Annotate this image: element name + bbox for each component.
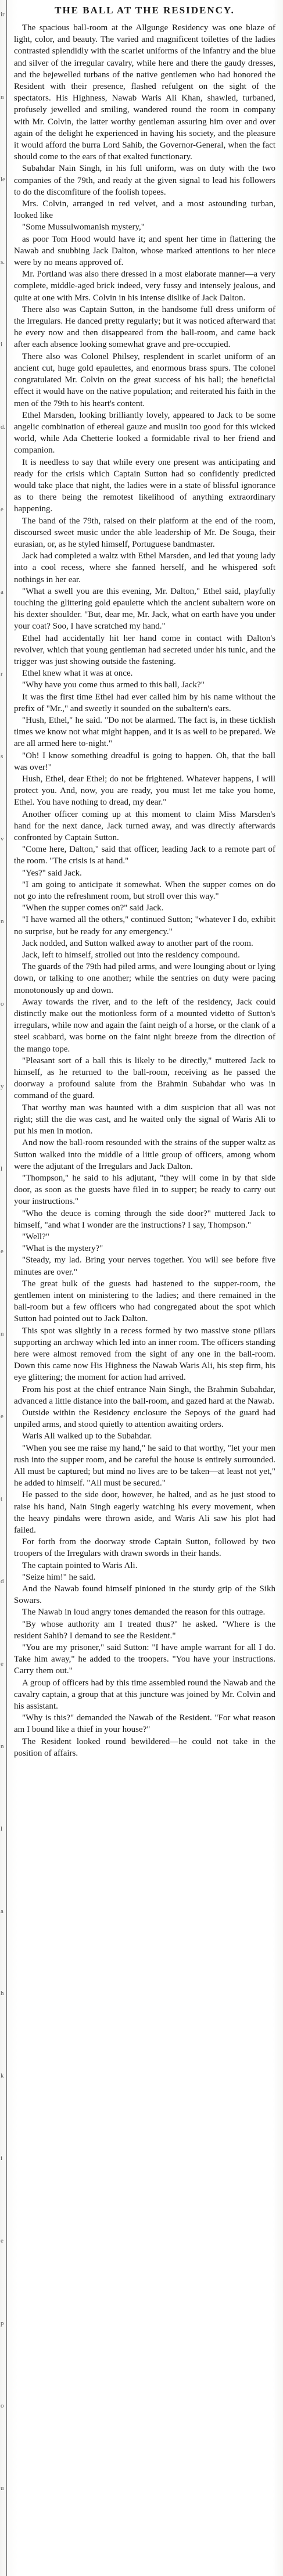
article-headline: THE BALL AT THE RESIDENCY. [55, 5, 235, 16]
article-paragraph: "What is the mystery?" [22, 1244, 103, 1254]
article-paragraph: "Why have you come thus armed to this ball, Jack?" [22, 680, 205, 690]
margin-scrap: o [1, 2402, 4, 2410]
article-paragraph: For forth from the doorway strode Captain Sutton, followed by two troopers of the Irregulars with drawn swords in their hands. [14, 1537, 275, 1559]
article-paragraph: "Hush, Ethel," he said. "Do not be alarmed. The fact is, in these ticklish times we know not what might happen, and it is as well to be prepared. We are all armed here to-night." [14, 715, 275, 749]
article-paragraph: "Seize him!" he said. [22, 1572, 96, 1582]
margin-scrap: t [1, 1495, 3, 1502]
article-paragraph: "By whose authority am I treated thus?" he asked. "Where is the resident Sahib? I demand to see the Resident." [14, 1619, 275, 1641]
article-body [14, 22, 275, 1759]
margin-scrap: d [1, 1577, 4, 1585]
article-paragraph: Hush, Ethel, dear Ethel; do not be frightened. Whatever happens, I will protect you. And, now, you are ready, you must let me take you home, Ethel. You have nothing to dread, my dear." [14, 774, 275, 808]
article-paragraph: "Steady, my lad. Bring your nerves together. You will see before five minutes are over." [14, 1255, 275, 1277]
margin-scrap: d. [1, 423, 6, 430]
adjacent-column-fragment [0, 0, 6, 2576]
article-paragraph: "Yes?" said Jack. [22, 868, 82, 878]
margin-scrap: s. [1, 258, 5, 266]
article-paragraph: From his post at the chief entrance Nain Singh, the Brahmin Subahdar, advanced a little distance into the ball-room, and gazed hard at the Nawab. [14, 1384, 275, 1406]
article-paragraph: as poor Tom Hood would have it; and spent her time in flattering the Nawab and snubbing Jack Dalton, whose marked attentions to her niece were by no means approved of. [14, 234, 275, 268]
margin-scrap: a [1, 588, 3, 595]
margin-scrap: n [1, 93, 4, 101]
article-paragraph: It is needless to say that while every one present was anticipating and ready for the crisis which Captain Sutton had so confidently predicted would take place that night, the ladies were in a state of blissful ignorance as to there being the remotest likelihood of anything extraordinary happening. [14, 457, 275, 514]
article-paragraph: The captain pointed to Waris Ali. [22, 1560, 138, 1570]
article-paragraph: "I am going to anticipate it somewhat. When the supper comes on do not go into the refreshment room, but stroll over this way." [14, 880, 275, 902]
margin-scrap: a [1, 1907, 3, 1915]
article-paragraph: The guards of the 79th had piled arms, and were lounging about or lying down, or talking to one another; while the sentries on duty were pacing monotonously up and down. [14, 962, 275, 995]
article-paragraph: The spacious ball-room at the Allgunge Residency was one blaze of light, color, and beauty. The varied and magnificent toilettes of the ladies contrasted splendidly with the scarlet uniforms of the infantry and the blue and silver of the irregular cavalry, while here and there the gaudy dresses, and the bejewelled turbans of the native gentlemen who had honored the Resident with their presence, flashed refulgent on the sight of the spectators. His Highness, Nawab Waris Ali Khan, shawled, turbaned, profusely jewelled and smiling, wandered round the room in company with Mr. Colvin, the latter worthy gentleman assuring him over and over again of the delight he experienced in having his society, and the pleasure it would afford the burra Lord Sahib, the Governor-General, when the fact should come to the ears of that exalted functionary. [14, 23, 275, 162]
article-paragraph: "What a swell you are this evening, Mr. Dalton," Ethel said, playfully touching the glittering gold epaulette which the ancient subaltern wore on his dexter shoulder. "But, dear me, Mr. Jack, what on earth have you under your coat? Soo, I have scratched my hand." [14, 586, 275, 632]
article-paragraph: Waris Ali walked up to the Subahdar. [22, 1431, 152, 1441]
margin-scrap: r [1, 670, 3, 678]
article-paragraph: Away towards the river, and to the left of the residency, Jack could distinctly make out the motionless form of a mounted videtto of Sutton's irregulars, while now and again the faint neigh of a horse, or the clank of a steel scabbard, was borne on the faint night breeze from the direction of the mango tope. [14, 997, 275, 1054]
margin-scrap: i [1, 340, 3, 348]
article-paragraph: Ethel Marsden, looking brilliantly lovely, appeared to Jack to be some angelic combination of ethereal gauze and muslin too good for this wicked world, while Ada Chetterie looked a formidable rival to her friend and companion. [14, 410, 275, 455]
margin-scrap: e [1, 1248, 3, 1255]
margin-scrap: p [1, 2320, 4, 2327]
margin-scrap: u [1, 2485, 4, 2492]
margin-scrap: v [1, 835, 4, 843]
article-paragraph: And the Nawab found himself pinioned in the sturdy grip of the Sikh Sowars. [14, 1584, 275, 1606]
article-paragraph: This spot was slightly in a recess formed by two massive stone pillars supporting an archway which led into an inner room. The officers standing here were almost removed from the sight of any one in the ball-room. Down this came now His Highness the Nawab Waris Ali, his step firm, his eye glittering; the moment for action had arrived. [14, 1326, 275, 1383]
margin-scrap: e [1, 1412, 3, 1420]
article-paragraph: The Nawab in loud angry tones demanded the reason for this outrage. [22, 1608, 266, 1617]
article-paragraph: Jack nodded, and Sutton walked away to another part of the room. [22, 938, 253, 948]
article-paragraph: There also was Colonel Philsey, resplendent in scarlet uniform of an ancient cut, huge gold epaulettes, and enormous brass spurs. The colonel congratulated Mr. Colvin on the great success of his ball; the beneficial effect it would have on the native population; and reiterated his faith in the men of the 79th to his heart's content. [14, 351, 275, 408]
article-paragraph: "You are my prisoner," said Sutton: "I have ample warrant for all I do. Take him away," he added to the troopers. "You have your instructions. Carry them out." [14, 1643, 275, 1676]
article-paragraph: "Who the deuce is coming through the side door?" muttered Jack to himself, "and what I wonder are the instructions? I say, Thompson." [14, 1208, 275, 1230]
article-paragraph: "Oh! I know something dreadful is going to happen. Oh, that the ball was over!" [14, 751, 275, 772]
margin-scrap: n [1, 918, 4, 925]
article-paragraph: "When the supper comes on?" said Jack. [22, 903, 164, 913]
margin-scrap: s [1, 753, 3, 760]
margin-scrap: l [1, 1825, 3, 1832]
article-paragraph: "Some Mussulwomanish mystery," [22, 223, 145, 232]
margin-scrap: o [1, 1000, 4, 1008]
article-paragraph: The Resident looked round bewildered—he could not take in the position of affairs. [14, 1737, 275, 1758]
margin-scrap: i [1, 2155, 3, 2162]
article-paragraph: There also was Captain Sutton, in the handsome full dress uniform of the Irregulars. He danced pretty regularly; but it was noticed afterward that he every now and then disappeared from the ball-room, and came back after each absence looking somewhat grave and pre-occupied. [14, 304, 275, 350]
article-paragraph: Jack, left to himself, strolled out into the residency compound. [22, 950, 240, 960]
margin-scrap: y [1, 1083, 4, 1090]
article-paragraph: A group of officers had by this time assembled round the Nawab and the cavalry captain, a group that at this juncture was joined by Mr. Colvin and his assistant. [14, 1678, 275, 1712]
margin-scrap: e [1, 1660, 3, 1667]
article-paragraph: Jack had completed a waltz with Ethel Marsden, and led that young lady into a cool recess, where she fanned herself, and he whispered soft nothings in her ear. [14, 551, 275, 584]
column-divider [6, 0, 7, 2576]
article-paragraph: That worthy man was haunted with a dim suspicion that all was not right; still the die was cast, and he waited only the signal of Waris Ali to put his men in motion. [14, 1103, 275, 1136]
article-paragraph: "Why is this?" demanded the Nawab of the Resident. "For what reason am I bound like a thief in your house?" [14, 1713, 275, 1735]
article-paragraph: Outside within the Residency enclosure the Sepoys of the guard had unpiled arms, and stood quietly to attention awaiting orders. [14, 1408, 275, 1430]
margin-scrap: n [1, 1330, 4, 1337]
article-paragraph: "Pleasant sort of a ball this is likely to be directly," muttered Jack to himself, as he returned to the ball-room, receiving as he passed the doorway a profound salute from the Brahmin Subahdar who was in command of the guard. [14, 1056, 275, 1101]
article-paragraph: "Come here, Dalton," said that officer, leading Jack to a remote part of the room. "The crisis is at hand." [14, 845, 275, 866]
margin-scrap: n [1, 1742, 4, 1750]
article-paragraph: The band of the 79th, raised on their platform at the end of the room, discoursed sweet music under the able leadership of Mr. De Souga, their eurasian, or, as he styled himself, Portuguese bandmaster. [14, 516, 275, 549]
article-paragraph: He passed to the side door, however, he halted, and as he just stood to raise his hand, Nain Singh eagerly watching his every movement, when the heavy pindahs were thrown aside, and Waris Ali saw his plot had failed. [14, 1490, 275, 1535]
article-paragraph: Ethel had accidentally hit her hand come in contact with Dalton's revolver, which that young gentleman had secreted under his tunic, and the trigger was just showing outside the fastening. [14, 633, 275, 666]
article-paragraph: It was the first time Ethel had ever called him by his name without the prefix of "Mr.," and sweetly it sounded on the subaltern's ears. [14, 692, 275, 713]
margin-scrap: e [1, 2237, 3, 2245]
article-paragraph: Subahdar Nain Singh, in his full uniform, was on duty with the two companies of the 79th, and ready at the given signal to lead his followers to do the discomfiture of the foolish topees. [14, 164, 275, 197]
article-column [14, 3, 275, 2574]
article-paragraph: "Well?" [22, 1232, 49, 1242]
article-paragraph: Another officer coming up at this moment to claim Miss Marsden's hand for the next dance, Jack turned away, and was directly afterwards confronted by Captain Sutton. [14, 809, 275, 843]
margin-scrap: le [1, 175, 5, 183]
article-paragraph: Mrs. Colvin, arranged in red velvet, and a most astounding turban, looked like [14, 199, 275, 221]
margin-scrap: h [1, 1990, 4, 1997]
margin-scrap: e [1, 505, 3, 513]
article-paragraph: Mr. Portland was also there dressed in a most elaborate manner—a very complete, middle-aged brick indeed, very fussy and intensely jealous, and quite at one with Mrs. Colvin in his intense dislike of Jack Dalton. [14, 270, 275, 303]
article-paragraph: "When you see me raise my hand," he said to that worthy, "let your men rush into the supper room, and be careful the house is entirely surrounded. All must be captured; but mind no lives are to be taken—at least not yet," he added to himself. "All must be secured." [14, 1443, 275, 1488]
article-paragraph: Ethel knew what it was at once. [22, 669, 133, 679]
article-paragraph: The great bulk of the guests had hastened to the supper-room, the gentlemen intent on ministering to the ladies; and there remained in the ball-room but a few officers who had congregated about the spot which Sutton had pointed out to Jack Dalton. [14, 1279, 275, 1324]
article-paragraph: "Thompson," he said to his adjutant, "they will come in by that side door, as soon as the guests have filed in to supper; be ready to carry out your instructions." [14, 1173, 275, 1207]
article-paragraph: And now the ball-room resounded with the strains of the supper waltz as Sutton walked into the middle of a little group of officers, among whom were the adjutant of the Irregulars and Jack Dalton. [14, 1138, 275, 1171]
article-paragraph: "I have warned all the others," continued Sutton; "whatever I do, exhibit no surprise, but be ready for any emergency." [14, 915, 275, 937]
margin-scrap: l [1, 1165, 3, 1173]
margin-scrap: k [1, 2072, 4, 2080]
margin-scrap: ir [1, 11, 5, 18]
